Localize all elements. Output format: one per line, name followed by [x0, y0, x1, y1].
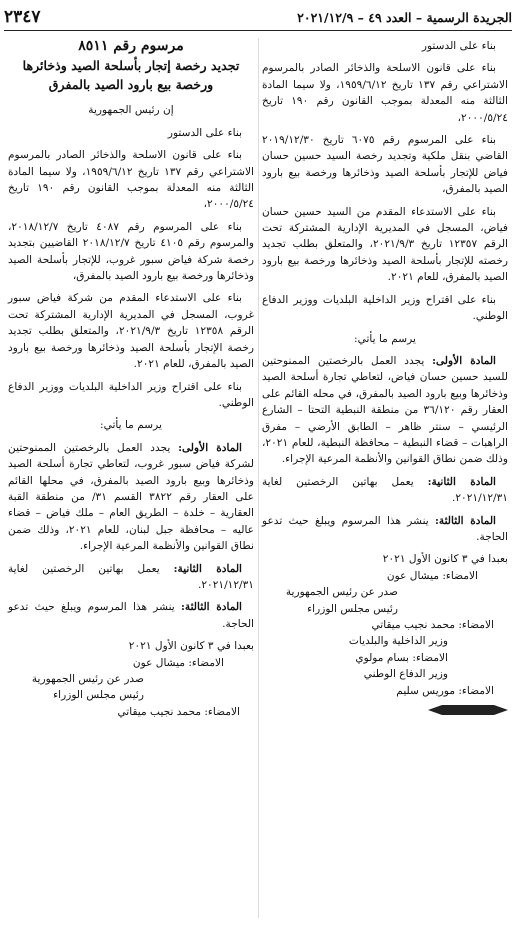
article-2	[262, 474, 508, 507]
decree-title: تجديد رخصة إتجار بأسلحة الصيد وذخائرها ورخصة بيع بارود الصيد بالمفرق	[22, 58, 240, 93]
preamble-arms-law: بناء على قانون الاسلحة والذخائر الصادر بالمرسوم الاشتراعي رقم ١٣٧ تاريخ ١٩٥٩/٦/١٢، ولا سيما المادة الثالثة منه المعدلة بموجب القانون رقم ١٩٠ تاريخ ٢٠٠٠/٥/٢٤،	[262, 62, 509, 124]
column-divider	[258, 38, 259, 918]
right-column	[262, 38, 508, 715]
preamble-prior-decrees: بناء على المرسوم رقم ٤٠٨٧ تاريخ ٢٠١٨/١٢/٧، والمرسوم رقم ٤١٠٥ تاريخ ٢٠١٨/١٢/٧ القاضيين بتجديد رخصة شركة فياض سبور غروب، للإتجار بأسلحة الصيد وذخائرها ورخصة بيع بارود الصيد بالمفرق،	[8, 220, 254, 283]
end-arrow-icon	[428, 705, 508, 715]
article-label: المادة الثالثة:	[435, 514, 496, 527]
signature-block	[8, 638, 254, 720]
decree-number: مرسوم رقم ٨٥١١	[78, 38, 184, 54]
article-1	[8, 440, 254, 555]
signature-prime-minister: الامضاء: محمد نجيب ميقاتي	[371, 619, 494, 631]
preamble-request: بناء على الاستدعاء المقدم من السيد حسين حسان فياض، المسجل في المديرية الإدارية المشتركة تحت الرقم ١٢٣٥٧ تاريخ ٢٠٢١/٩/٣، والمتعلق بطلب تجديد رخصته للإتجار بأسلحة الصيد وذخائرها ورخصة بيع بارود الصيد بالمفرق، للعام ٢٠٢١.	[262, 205, 508, 284]
decree-intro: يرسم ما يأتي:	[354, 332, 416, 345]
article-text: يعمل بهاتين الرخصتين لغاية ٢٠٢١/١٢/٣١.	[8, 562, 254, 591]
issued-by-president: صدر عن رئيس الجمهورية	[285, 586, 398, 599]
preamble-constitution: بناء على الدستور	[421, 40, 496, 52]
article-3	[8, 599, 254, 632]
signing-place-date: بعبدا في ٣ كانون الأول ٢٠٢١	[382, 553, 508, 566]
article-text: يجدد العمل بالرخصتين الممنوحتين لشركة فياض سبور غروب، لتعاطي تجارة أسلحة الصيد وذخائرها وبيع بارود الصيد بالمفرق، في محلها القائم على العقار رقم ٣٨٢٢ القسم ٣١/ من منطقة القبة العقارية – خلدة – الطريق العام – ملك فياض – قضاء عاليه – محافظة جبل لبنان، للعام ٢٠٢١، وذلك ضمن نطاق القوانين والأنظمة المرعية الإجراء.	[8, 441, 254, 553]
prime-minister-title: رئيس مجلس الوزراء	[53, 689, 144, 702]
signature-prime-minister: الامضاء: محمد نجيب ميقاتي	[117, 705, 240, 718]
article-label: المادة الأولى:	[432, 354, 496, 367]
preamble-arms-law: بناء على قانون الاسلحة والذخائر الصادر بالمرسوم الاشتراعي رقم ١٣٧ تاريخ ١٩٥٩/٦/١٢، ولا سيما المادة الثالثة منه المعدلة بموجب القانون رقم ١٩٠ تاريخ ٢٠٠٠/٥/٢٤،	[8, 149, 255, 211]
signature-defense-minister: الامضاء: موريس سليم	[396, 684, 494, 697]
preamble-proposal: بناء على اقتراح وزير الداخلية البلديات ووزير الدفاع الوطني.	[8, 380, 254, 409]
article-text: يجدد العمل بالرخصتين الممنوحتين للسيد حسين حسان فياض، لتعاطي تجارة أسلحة الصيد وذخائرها وبيع بارود الصيد بالمفرق، في محله القائم على العقار رقم ٣٦/١٢٠ من منطقة النبطية التحتا – الشارع الرئيسي – سنتر ظاهر – الطابق الأرضي – مفرق الراهبات – قضاء النبطية – محافظة النبطية، للعام ٢٠٢١، وذلك ضمن نطاق القوانين والأنظمة المرعية الإجراء.	[262, 354, 508, 466]
gazette-title: الجريدة الرسمية – العدد ٤٩ – ٢٠٢١/١٢/٩	[297, 9, 512, 25]
article-text: يعمل بهاتين الرخصتين لغاية ٢٠٢١/١٢/٣١.	[262, 475, 508, 505]
article-text: ينشر هذا المرسوم ويبلغ حيث تدعو الحاجة.	[8, 601, 254, 630]
article-3	[262, 513, 508, 546]
signing-place-date: بعبدا في ٣ كانون الأول ٢٠٢١	[128, 640, 254, 653]
issued-by-president: صدر عن رئيس الجمهورية	[31, 673, 144, 685]
article-label: المادة الأولى:	[178, 441, 242, 454]
preamble-proposal: بناء على اقتراح وزير الداخلية البلديات ووزير الدفاع الوطني.	[262, 293, 508, 323]
article-label: المادة الثانية:	[173, 562, 243, 575]
defense-minister-title: وزير الدفاع الوطني	[363, 668, 448, 681]
article-text: ينشر هذا المرسوم ويبلغ حيث تدعو الحاجة.	[262, 514, 508, 543]
header-rule	[4, 30, 512, 31]
decree-opening: إن رئيس الجمهورية	[88, 104, 174, 117]
article-2	[8, 561, 254, 594]
interior-minister-title: وزير الداخلية والبلديات	[348, 635, 448, 648]
article-label: المادة الثانية:	[427, 475, 497, 488]
signature-president: الامضاء: ميشال عون	[132, 656, 224, 669]
preamble-prior-decree: بناء على المرسوم رقم ٦٠٧٥ تاريخ ٢٠١٩/١٢/٣٠ القاضي بنقل ملكية وتجديد رخصة السيد حسين حسان فياض للإتجار بأسلحة الصيد وذخائرها ورخصة بيع بارود الصيد بالمفرق،	[262, 134, 508, 196]
left-column	[8, 38, 254, 720]
article-label: المادة الثالثة:	[181, 601, 242, 614]
signature-interior-minister: الامضاء: بسام مولوي	[355, 651, 448, 664]
signature-block	[262, 551, 508, 699]
article-1	[262, 353, 508, 468]
decree-intro: يرسم ما يأتي:	[100, 419, 162, 432]
preamble-constitution: بناء على الدستور	[167, 126, 242, 139]
page-header	[4, 6, 512, 28]
preamble-request: بناء على الاستدعاء المقدم من شركة فياض سبور غروب، المسجل في المديرية الإدارية المشتركة تحت الرقم ١٢٣٥٨ تاريخ ٢٠٢١/٩/٣، والمتعلق بطلب تجديد رخصة الإتجار بأسلحة الصيد وذخائرها ورخصة بيع بارود الصيد بالمفرق، للعام ٢٠٢١.	[8, 292, 254, 371]
signature-president: الامضاء: ميشال عون	[386, 569, 478, 582]
page-number: ٢٣٤٧	[4, 7, 41, 27]
prime-minister-title: رئيس مجلس الوزراء	[307, 602, 398, 615]
